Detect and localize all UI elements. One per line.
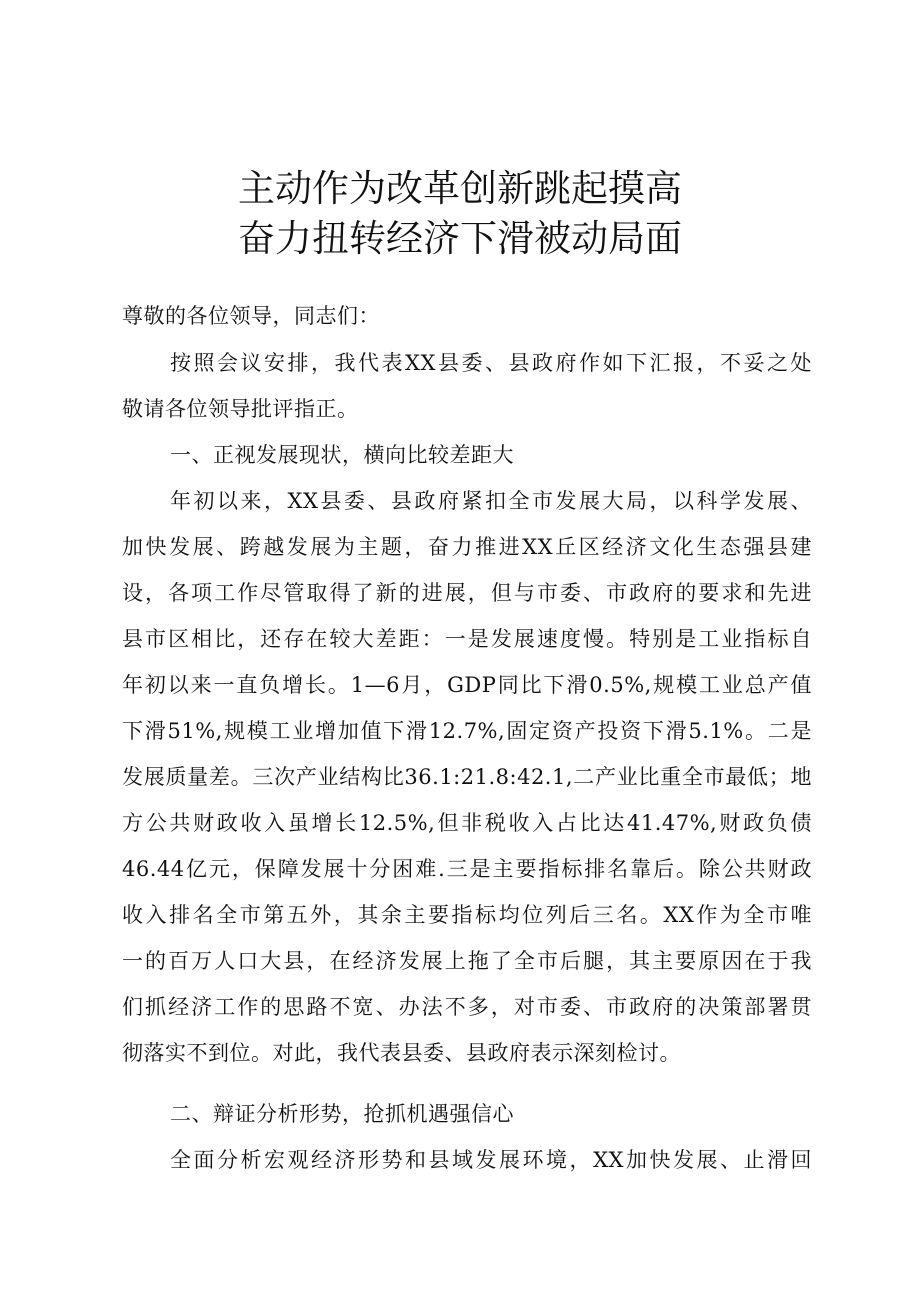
paragraph-2-line: 们抓经济工作的思路不宽、办法不多，对市委、市政府的决策部署贯 [122,995,812,1019]
section-heading-1: 一、正视发展现状，横向比较差距大 [170,443,514,467]
paragraph-1-line: 敬请各位领导批评指正。 [122,397,359,421]
paragraph-2-line: 年初以来，XX县委、县政府紧扣全市发展大局，以科学发展、 [170,489,812,513]
paragraph-2-line: 设，各项工作尽管取得了新的进展，但与市委、市政府的要求和先进 [122,581,812,605]
paragraph-2-line: 彻落实不到位。对此，我代表县委、县政府表示深刻检讨。 [122,1041,681,1065]
paragraph-2-line: 发展质量差。三次产业结构比36.1:21.8:42.1,二产业比重全市最低；地 [122,765,812,789]
paragraph-1-line: 按照会议安排，我代表XX县委、县政府作如下汇报，不妥之处 [170,351,812,375]
document-title-line-2: 奋力扭转经济下滑被动局面 [238,217,682,260]
paragraph-3-line: 全面分析宏观经济形势和县域发展环境，XX加快发展、止滑回 [170,1148,812,1172]
section-heading-2: 二、辩证分析形势，抢抓机遇强信心 [170,1102,514,1126]
paragraph-2-line: 方公共财政收入虽增长12.5%,但非税收入占比达41.47%,财政负债 [122,811,812,835]
paragraph-2-line: 年初以来一直负增长。1—6月，GDP同比下滑0.5%,规模工业总产值 [122,673,812,697]
paragraph-2-line: 县市区相比，还存在较大差距：一是发展速度慢。特别是工业指标自 [122,627,812,651]
salutation: 尊敬的各位领导，同志们： [122,304,380,328]
document-title-line-1: 主动作为改革创新跳起摸高 [238,167,682,210]
paragraph-2-line: 46.44亿元，保障发展十分困难.三是主要指标排名靠后。除公共财政 [122,857,812,881]
paragraph-2-line: 一的百万人口大县，在经济发展上拖了全市后腿，其主要原因在于我 [122,949,812,973]
paragraph-2-line: 加快发展、跨越发展为主题，奋力推进XX丘区经济文化生态强县建 [122,535,812,559]
paragraph-2-line: 下滑51%,规模工业增加值下滑12.7%,固定资产投资下滑5.1%。二是 [122,719,812,743]
paragraph-2-line: 收入排名全市第五外，其余主要指标均位列后三名。XX作为全市唯 [122,903,812,927]
